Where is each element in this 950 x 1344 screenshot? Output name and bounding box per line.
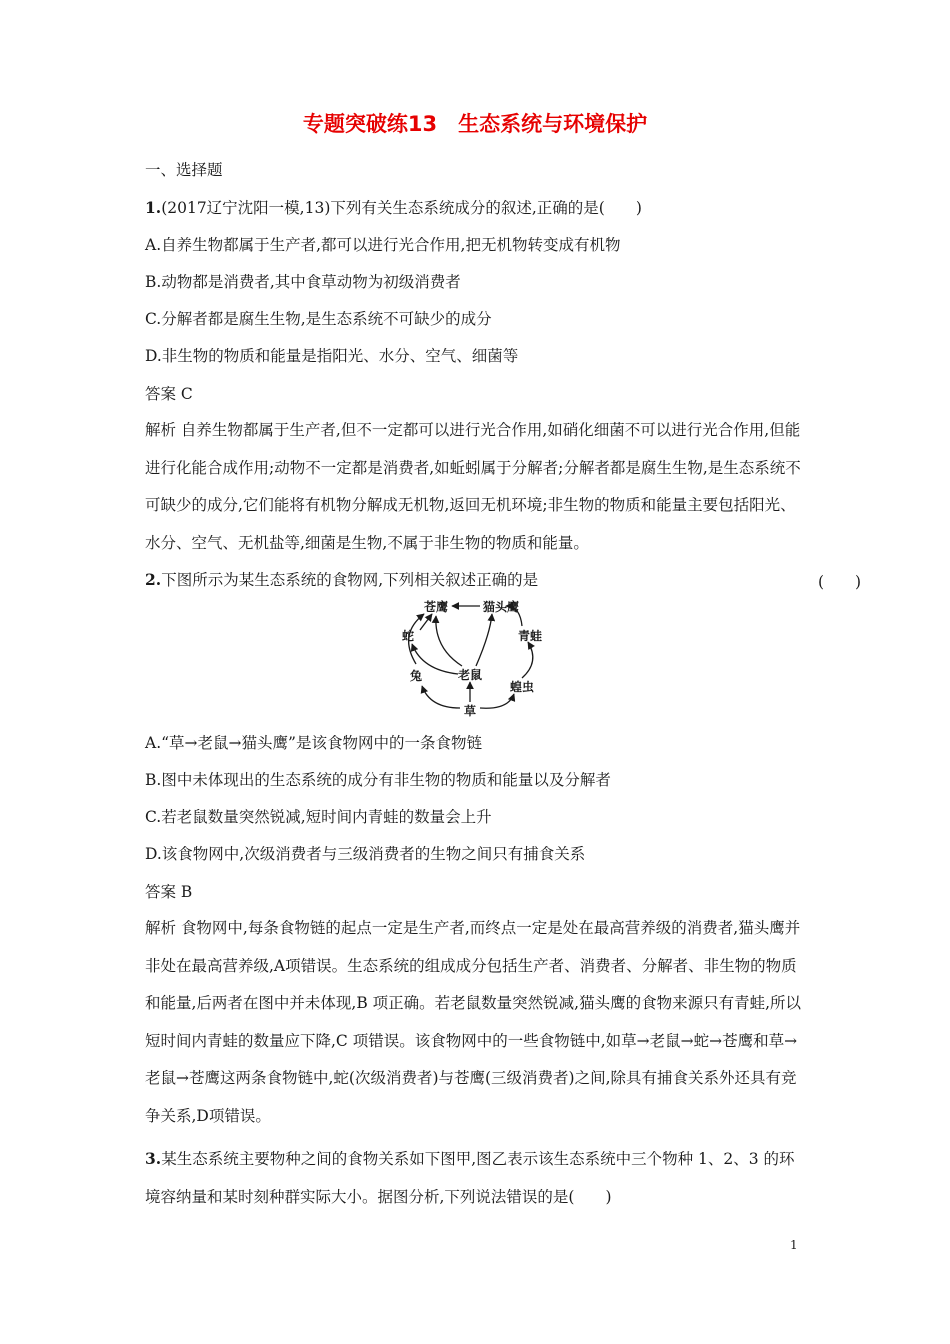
q1-option-b: B.动物都是消费者,其中食草动物为初级消费者 xyxy=(145,273,461,291)
node-rabbit: 兔 xyxy=(410,669,423,683)
question-1-stem xyxy=(145,198,642,218)
node-owl: 猫头鹰 xyxy=(483,600,520,614)
arrow-grass-locust xyxy=(480,694,514,708)
q2-option-a: A.“草→老鼠→猫头鹰”是该食物网中的一条食物链 xyxy=(145,734,482,752)
node-mouse: 老鼠 xyxy=(458,668,483,682)
question-2-text: 下图所示为某生态系统的食物网,下列相关叙述正确的是 xyxy=(161,571,539,589)
q2-option-d: D.该食物网中,次级消费者与三级消费者的生物之间只有捕食关系 xyxy=(145,845,586,863)
q1-option-a: A.自养生物都属于生产者,都可以进行光合作用,把无机物转变成有机物 xyxy=(145,236,621,254)
question-3-text: 某生态系统主要物种之间的食物关系如下图甲,图乙表示该生态系统中三个物种 1、2、3 的环境容纳量和某时刻种群实际大小。据图分析,下列说法错误的是( ) xyxy=(145,1150,795,1206)
question-3-stem xyxy=(145,1140,810,1216)
q1-option-d: D.非生物的物质和能量是指阳光、水分、空气、细菌等 xyxy=(145,347,519,365)
q1-answer: 答案 C xyxy=(145,385,193,403)
arrow-mouse-hawk xyxy=(436,616,462,666)
section-heading: 一、选择题 xyxy=(145,161,223,179)
food-web-diagram xyxy=(390,594,560,724)
arrow-mouse-owl xyxy=(476,614,492,666)
question-2-stem xyxy=(145,570,538,590)
q2-analysis: 解析 食物网中,每条食物链的起点一定是生产者,而终点一定是处在最高营养级的消费者,猫头鹰并非处在最高营养级,A项错误。生态系统的组成成分包括生产者、消费者、分解者、非生物的物质和能量,后两者在图中并未体现,B 项正确。若老鼠数量突然锐减,猫头鹰的食物来源只有青蛙,所以短时间内青蛙的数量应下降,C 项错误。该食物网中的一些食物链中,如草→老鼠→蛇→苍鹰和草→老鼠→苍鹰这两条食物链中,蛇(次级消费者)与苍鹰(三级消费者)之间,除具有捕食关系外还具有竞争关系,D项错误。 xyxy=(145,919,802,1125)
page-title: 专题突破练13 生态系统与环境保护 xyxy=(302,112,648,136)
question-1-number: 1. xyxy=(145,198,162,217)
q2-answer-paren: ( ) xyxy=(818,573,862,591)
question-2-number: 2. xyxy=(145,570,162,589)
q2-option-c: C.若老鼠数量突然锐减,短时间内青蛙的数量会上升 xyxy=(145,808,492,826)
q2-option-b: B.图中未体现出的生态系统的成分有非生物的物质和能量以及分解者 xyxy=(145,771,611,789)
q2-answer: 答案 B xyxy=(145,883,193,901)
page-number: 1 xyxy=(790,1238,798,1252)
node-locust: 蝗虫 xyxy=(510,680,535,694)
question-1-text: (2017辽宁沈阳一模,13)下列有关生态系统成分的叙述,正确的是( ) xyxy=(161,199,642,217)
question-3-number: 3. xyxy=(145,1149,162,1168)
arrow-grass-rabbit xyxy=(422,686,460,708)
q1-analysis: 解析 自养生物都属于生产者,但不一定都可以进行光合作用,如硝化细菌不可以进行光合作用,但能进行化能合成作用;动物不一定都是消费者,如蚯蚓属于分解者;分解者都是腐生生物,是生态系统不可缺少的成分,它们能将有机物分解成无机物,返回无机环境;非生物的物质和能量主要包括阳光、水分、空气、无机盐等,细菌是生物,不属于非生物的物质和能量。 xyxy=(145,421,801,552)
node-grass: 草 xyxy=(464,704,477,718)
node-hawk: 苍鹰 xyxy=(424,600,449,614)
node-snake: 蛇 xyxy=(402,629,415,643)
node-frog: 青蛙 xyxy=(518,629,543,643)
arrow-locust-frog xyxy=(522,642,533,678)
q1-option-c: C.分解者都是腐生生物,是生态系统不可缺少的成分 xyxy=(145,310,492,328)
